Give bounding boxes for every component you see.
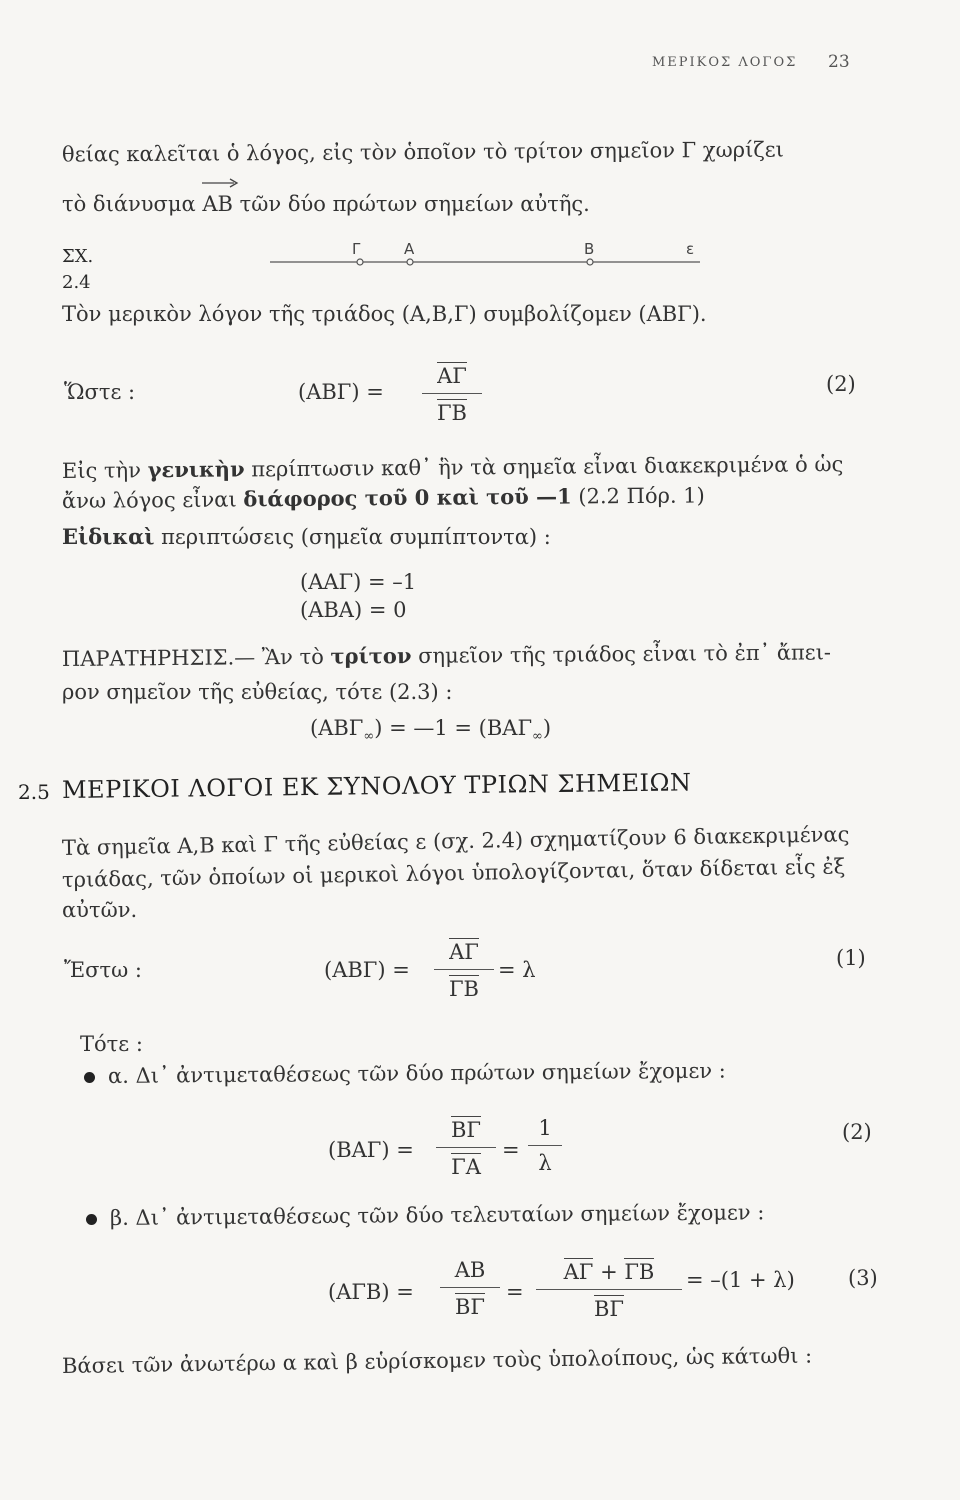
section-title: ΜΕΡΙΚΟΙ ΛΟΓΟΙ ΕΚ ΣΥΝΟΛΟΥ ΤΡΙΩΝ ΣΗΜΕΙΩΝ [61, 768, 692, 804]
infinity-subscript-2: ∞ [532, 729, 543, 745]
general-case-line-2-pre: ἄνω λόγος εἶναι [61, 487, 244, 513]
eq1-denominator: ΓΒ [448, 977, 479, 1001]
fraction-bar [440, 1287, 500, 1288]
special-cases-bold: Εἰδικαὶ [62, 524, 155, 549]
bullet-icon [86, 1214, 97, 1225]
item-alpha-text: α. Δι᾿ ἀντιμεταθέσεως τῶν δύο πρώτων σημείων ἔχομεν : [107, 1058, 726, 1088]
remark-eq-part-1: (ΑΒΓ [310, 716, 364, 740]
special-case-eq-1: (ΑΑΓ) = –1 [300, 570, 417, 594]
section-para-line-2: τριάδας, τῶν ὁποίων οἱ μερικοὶ λόγοι ὑπολογίζονται, ὅταν δίδεται εἷς ἐξ [61, 854, 846, 892]
general-case-line-2 [62, 484, 705, 512]
fraction-bar [434, 969, 494, 970]
figure-caption-label: ΣΧ. [62, 246, 94, 267]
remark-bold: τρίτον [330, 642, 412, 669]
figure-caption-number: 2.4 [62, 272, 91, 293]
general-case-line-2-bold: διάφορος τοῦ 0 καὶ τοῦ —1 [243, 483, 572, 512]
line-epsilon-label: ε [686, 240, 695, 258]
point-gamma-marker [357, 259, 363, 265]
item-beta-plus: + [593, 1260, 625, 1284]
item-beta-numerator-2a: ΑΓ [563, 1260, 594, 1284]
item-alpha-numerator: ΒΓ [450, 1118, 481, 1142]
eq-intro-lhs: (ΑΒΓ) = [298, 380, 384, 404]
item-beta-equals: = [506, 1280, 524, 1304]
fraction-bar [536, 1289, 682, 1290]
eq1-lhs: (ΑΒΓ) = [324, 958, 410, 982]
remark-eq-part-2: ) = —1 = (ΒΑΓ [374, 716, 533, 740]
item-alpha-fraction-2 [528, 1116, 562, 1175]
eq-intro-numerator: ΑΓ [437, 364, 467, 388]
vector-label: AB [202, 192, 233, 216]
section-para-line-1: Τὰ σημεῖα A,B καὶ Γ τῆς εὐθείας ε (σχ. 2.4) σχηματίζουν 6 διακεκριμένας [61, 822, 850, 860]
item-beta-numerator: ΑΒ [454, 1258, 486, 1282]
item-beta-fraction-1 [440, 1258, 500, 1319]
closing-line: Βάσει τῶν ἀνωτέρω α καὶ β εὑρίσκομεν τοὺς ὑπολοίπους, ὡς κάτωθι : [61, 1343, 813, 1378]
item-beta-rhs: = –(1 + λ) [686, 1268, 795, 1292]
intro-line-2-post: τῶν δύο πρώτων σημείων αὐτῆς. [232, 192, 590, 216]
eq1-numerator: ΑΓ [449, 940, 479, 964]
item-beta-numerator-2b: ΓΒ [624, 1260, 655, 1284]
remark-post: σημεῖον τῆς τριάδος εἶναι τὸ ἐπ᾿ ἄπει- [411, 640, 832, 668]
intro-line-1: θείας καλεῖται ὁ λόγος, εἰς τὸν ὁποῖον τὸ τρίτον σημεῖον Γ χωρίζει [61, 137, 784, 167]
eq1-fraction [434, 938, 494, 1001]
point-b-label: B [584, 240, 595, 258]
intro-line-2 [62, 194, 590, 215]
general-case-line-1 [62, 453, 844, 482]
general-case-post: περίπτωσιν καθ᾿ ἣν τὰ σημεῖα εἶναι διακεκριμένα ὁ ὡς [244, 452, 844, 482]
general-case-pre: Εἰς τὴν [61, 458, 148, 483]
special-cases-rest: περιπτώσεις (σημεῖα συμπίπτοντα) : [154, 525, 551, 549]
item-alpha-denominator-2: λ [538, 1151, 552, 1175]
eq-intro-lead: Ὥστε : [64, 380, 136, 404]
general-case-line-2-post: (2.2 Πόρ. 1) [571, 483, 705, 509]
item-alpha-equals: = [502, 1138, 520, 1162]
tote-label: Τότε : [80, 1032, 143, 1056]
item-alpha-denominator: ΓΑ [451, 1155, 481, 1179]
eq-intro-number: (2) [826, 372, 856, 396]
special-case-eq-2: (ΑΒΑ) = 0 [300, 598, 407, 622]
eq1-lead: Ἔστω : [64, 958, 143, 982]
fraction-bar [436, 1147, 496, 1148]
figure-line-diagram [268, 236, 718, 272]
point-a-label: A [404, 240, 415, 258]
vector-arrow-icon [200, 176, 240, 190]
item-alpha-lhs: (ΒΑΓ) = [328, 1138, 414, 1162]
running-title: ΜΕΡΙΚΟΣ ΛΟΓΟΣ [652, 55, 798, 70]
point-a-marker [407, 259, 413, 265]
section-para-line-3: αὐτῶν. [62, 898, 138, 922]
eq-intro-fraction [422, 362, 482, 425]
remark-line-1 [62, 641, 831, 670]
special-cases-lead [62, 526, 551, 548]
point-b-marker [587, 259, 593, 265]
item-beta-denominator-2: ΒΓ [593, 1297, 624, 1321]
eq1-rhs: = λ [498, 958, 536, 982]
point-gamma-label: Γ [352, 240, 361, 258]
intro-line-2-pre: τὸ διάνυσμα [62, 192, 203, 216]
item-alpha-fraction-1 [436, 1116, 496, 1179]
fraction-bar [422, 393, 482, 394]
item-beta-fraction-2 [536, 1258, 682, 1321]
symbol-definition: Τὸν μερικὸν λόγον τῆς τριάδος (A,B,Γ) συμβολίζομεν (ΑΒΓ). [62, 302, 707, 326]
fraction-bar [528, 1145, 562, 1146]
remark-eq-part-3: ) [542, 716, 552, 740]
page-number: 23 [828, 52, 850, 72]
item-beta-lhs: (ΑΓΒ) = [328, 1280, 414, 1304]
item-alpha-number: (2) [842, 1120, 872, 1144]
item-alpha-numerator-2: 1 [538, 1116, 552, 1140]
remark-line-2: ρον σημεῖον τῆς εὐθείας, τότε (2.3) : [62, 680, 453, 704]
bullet-icon [84, 1072, 95, 1083]
item-beta-text: β. Δι᾿ ἀντιμεταθέσεως τῶν δύο τελευταίων σημείων ἔχομεν : [109, 1200, 765, 1230]
vector-ab [202, 194, 233, 215]
item-beta-denominator: ΒΓ [454, 1295, 485, 1319]
section-number: 2.5 [18, 780, 50, 804]
item-beta-number: (3) [848, 1266, 878, 1290]
remark-pre: ΠΑΡΑΤΗΡΗΣΙΣ.— Ἂν τὸ [61, 644, 331, 671]
infinity-subscript-1: ∞ [363, 729, 375, 745]
remark-equation [310, 718, 551, 743]
general-case-bold: γενικὴν [147, 456, 245, 483]
eq-intro-denominator: ΓΒ [436, 401, 467, 425]
eq1-number: (1) [836, 946, 866, 970]
